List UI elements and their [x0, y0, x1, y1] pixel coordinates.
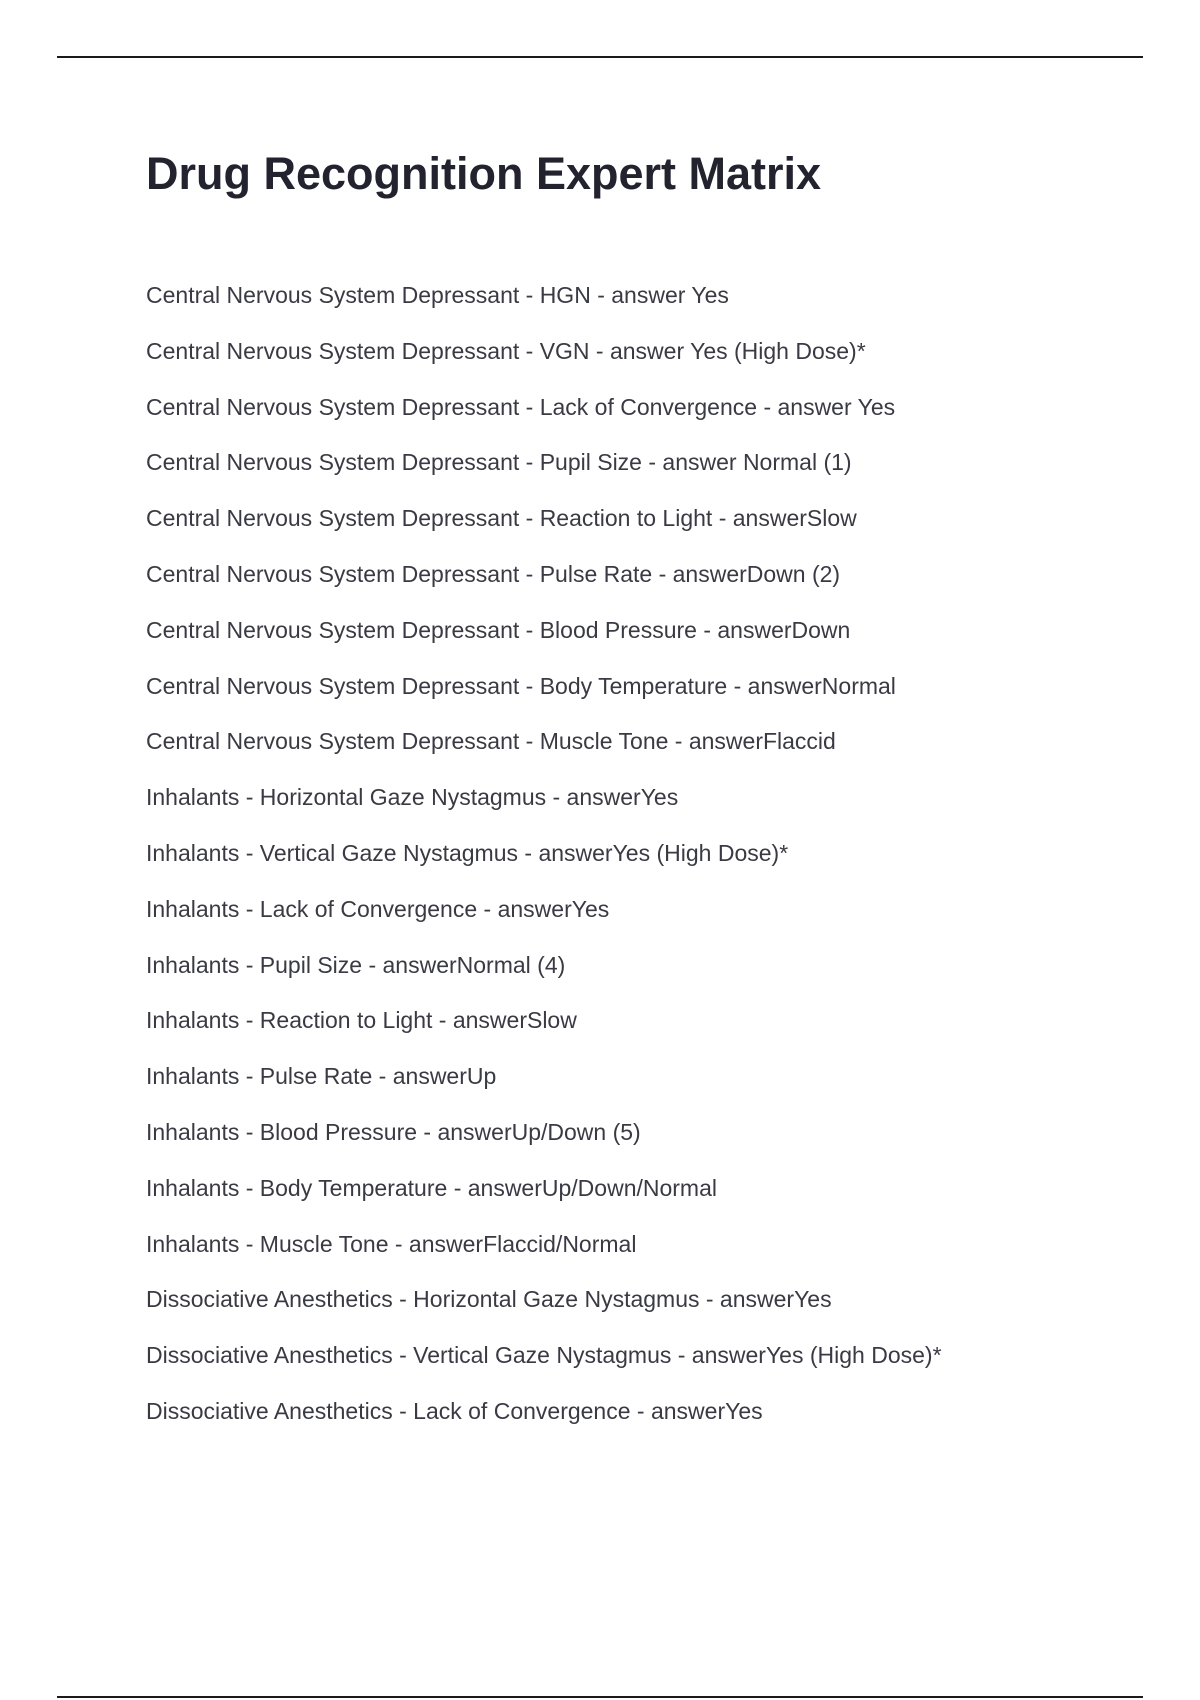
list-item: Inhalants - Reaction to Light - answerSlow [146, 1007, 577, 1034]
list-item: Central Nervous System Depressant - Pulse Rate - answerDown (2) [146, 560, 841, 587]
list-item: Central Nervous System Depressant - Pupil Size - answer Normal (1) [146, 449, 852, 476]
list-item: Inhalants - Lack of Convergence - answerYes [146, 895, 610, 922]
list-item: Central Nervous System Depressant - Muscle Tone - answerFlaccid [146, 728, 836, 755]
list-item: Dissociative Anesthetics - Horizontal Gaze Nystagmus - answerYes [146, 1286, 832, 1313]
list-item: Central Nervous System Depressant - Lack of Convergence - answer Yes [146, 393, 896, 420]
matrix-lines [146, 280, 942, 1452]
list-item: Inhalants - Horizontal Gaze Nystagmus - answerYes [146, 784, 679, 811]
list-item: Inhalants - Vertical Gaze Nystagmus - answerYes (High Dose)* [146, 839, 789, 866]
list-item: Central Nervous System Depressant - Reaction to Light - answerSlow [146, 505, 857, 532]
bottom-rule [57, 1696, 1143, 1698]
list-item: Central Nervous System Depressant - Body Temperature - answerNormal [146, 672, 896, 699]
list-item: Central Nervous System Depressant - HGN - answer Yes [146, 282, 729, 308]
top-rule [57, 56, 1143, 58]
list-item: Central Nervous System Depressant - Blood Pressure - answerDown [146, 616, 851, 643]
list-item: Inhalants - Blood Pressure - answerUp/Down (5) [146, 1118, 641, 1145]
list-item: Inhalants - Pupil Size - answerNormal (4) [146, 951, 566, 978]
list-item: Inhalants - Pulse Rate - answerUp [146, 1063, 497, 1090]
list-item: Dissociative Anesthetics - Vertical Gaze Nystagmus - answerYes (High Dose)* [146, 1342, 942, 1369]
page-title: Drug Recognition Expert Matrix [146, 148, 822, 199]
list-item: Dissociative Anesthetics - Lack of Convergence - answerYes [146, 1397, 763, 1424]
list-item: Central Nervous System Depressant - VGN - answer Yes (High Dose)* [146, 337, 866, 364]
list-item: Inhalants - Muscle Tone - answerFlaccid/Normal [146, 1230, 637, 1257]
list-item: Inhalants - Body Temperature - answerUp/Down/Normal [146, 1174, 717, 1201]
